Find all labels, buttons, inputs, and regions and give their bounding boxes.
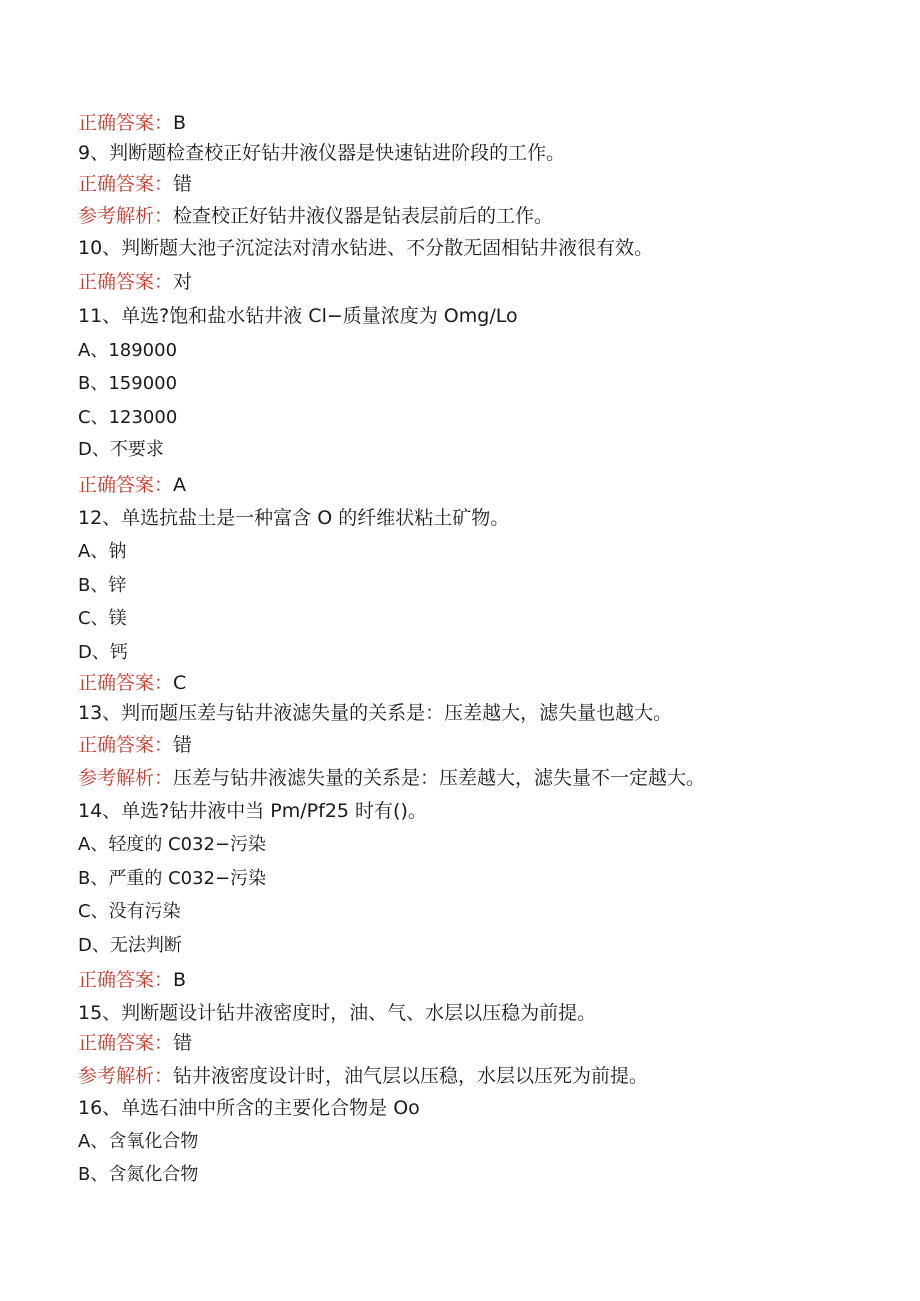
option-line: A、189000 (78, 340, 178, 361)
question-9: 9、判断题检查校正好钻井液仪器是快速钻进阶段的工作。 (78, 142, 566, 164)
answer-value: 错 (173, 734, 193, 756)
option-line: A、轻度的 C032−污染 (78, 834, 267, 855)
option-line: D、无法判断 (78, 935, 182, 956)
analysis-text: 压差与钻井液滤失量的关系是：压差越大，滤失量不一定越大。 (173, 767, 706, 789)
option-line: C、没有污染 (78, 901, 181, 922)
option-line: C、镁 (78, 608, 127, 629)
analysis-line (78, 204, 553, 228)
answer-line (78, 968, 186, 992)
question-11: 11、单选?饱和盐水钻井液 Cl−质量浓度为 Omg/Lo (78, 305, 518, 327)
question-13: 13、判而题压差与钻井液滤失量的关系是：压差越大，滤失量也越大。 (78, 702, 673, 724)
analysis-label: 参考解析： (78, 205, 174, 227)
question-12: 12、单选抗盐土是一种富含 O 的纤维状粘土矿物。 (78, 507, 510, 529)
answer-label: 正确答案： (78, 672, 174, 694)
answer-line (78, 473, 186, 497)
question-14: 14、单选?钻井液中当 Pm∕Pf25 时有()。 (78, 800, 427, 822)
answer-value: C (173, 672, 187, 694)
answer-label: 正确答案： (78, 969, 174, 991)
question-15: 15、判断题设计钻井液密度时，油、气、水层以压稳为前提。 (78, 1002, 597, 1024)
answer-value: B (173, 969, 187, 991)
answer-value: B (173, 112, 187, 134)
analysis-label: 参考解析： (78, 1065, 174, 1087)
option-line: A、钠 (78, 541, 127, 562)
answer-label: 正确答案： (78, 271, 174, 293)
option-line: B、159000 (78, 373, 178, 394)
answer-line (78, 270, 192, 294)
option-line: A、含氧化合物 (78, 1131, 199, 1152)
answer-value: 错 (173, 1032, 193, 1054)
answer-label: 正确答案： (78, 474, 174, 496)
option-line: C、123000 (78, 407, 178, 428)
option-line: D、不要求 (78, 439, 164, 460)
answer-value: 错 (173, 173, 193, 195)
answer-value: 对 (173, 271, 193, 293)
analysis-text: 检查校正好钻井液仪器是钻表层前后的工作。 (173, 205, 554, 227)
option-line: B、严重的 C032−污染 (78, 868, 267, 889)
option-line: D、钙 (78, 642, 128, 663)
answer-value: A (173, 474, 187, 496)
answer-line (78, 671, 186, 695)
analysis-line (78, 766, 705, 790)
answer-label: 正确答案： (78, 112, 174, 134)
answer-line (78, 733, 192, 757)
analysis-line (78, 1064, 648, 1088)
option-line: B、锌 (78, 575, 127, 596)
analysis-label: 参考解析： (78, 767, 174, 789)
analysis-text: 钻井液密度设计时，油气层以压稳，水层以压死为前提。 (173, 1065, 649, 1087)
answer-label: 正确答案： (78, 173, 174, 195)
answer-line (78, 1031, 192, 1055)
answer-label: 正确答案： (78, 734, 174, 756)
question-10: 10、判断题大池子沉淀法对清水钻进、不分散无固相钻井液很有效。 (78, 237, 654, 259)
answer-line (78, 111, 186, 135)
answer-line (78, 172, 192, 196)
answer-label: 正确答案： (78, 1032, 174, 1054)
question-16: 16、单选石油中所含的主要化合物是 Oo (78, 1097, 420, 1119)
option-line: B、含氮化合物 (78, 1164, 199, 1185)
